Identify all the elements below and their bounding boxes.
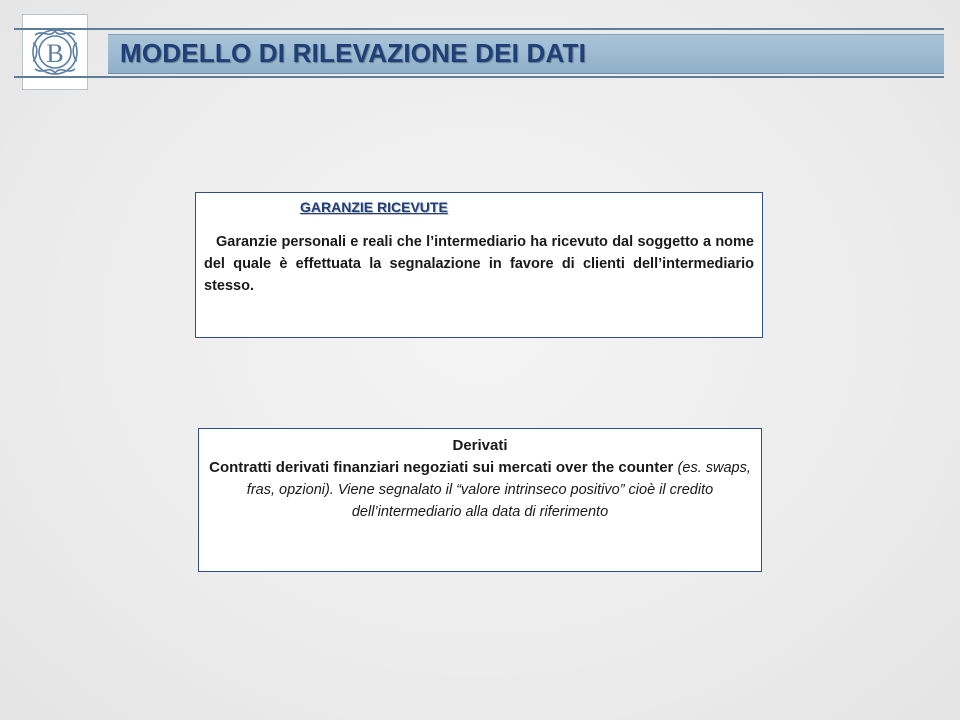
derivati-box <box>198 428 762 572</box>
derivati-italic-text: (es. swaps, fras, opzioni). Viene segnalato il “valore intrinseco positivo” cioè il credito dell’intermediario alla data di riferimento <box>246 460 751 520</box>
garanzie-heading: GARANZIE RICEVUTE <box>300 199 448 215</box>
derivati-bold-text: Contratti derivati finanziari negoziati sui mercati over the counter <box>209 459 674 476</box>
title-divider-bottom <box>14 76 944 78</box>
page-title: MODELLO DI RILEVAZIONE DEI DATI <box>120 38 587 68</box>
garanzie-ricevute-box <box>195 192 763 338</box>
bank-logo <box>22 14 88 90</box>
title-divider-top <box>14 28 944 30</box>
logo-letter: B <box>46 39 64 68</box>
derivati-heading: Derivati <box>452 437 508 454</box>
garanzie-description: Garanzie personali e reali che l’intermediario ha ricevuto dal soggetto a nome del quale è effettuata la segnalazione in favore di clienti dell’intermediario stesso. <box>204 234 754 294</box>
derivati-description <box>209 457 751 523</box>
